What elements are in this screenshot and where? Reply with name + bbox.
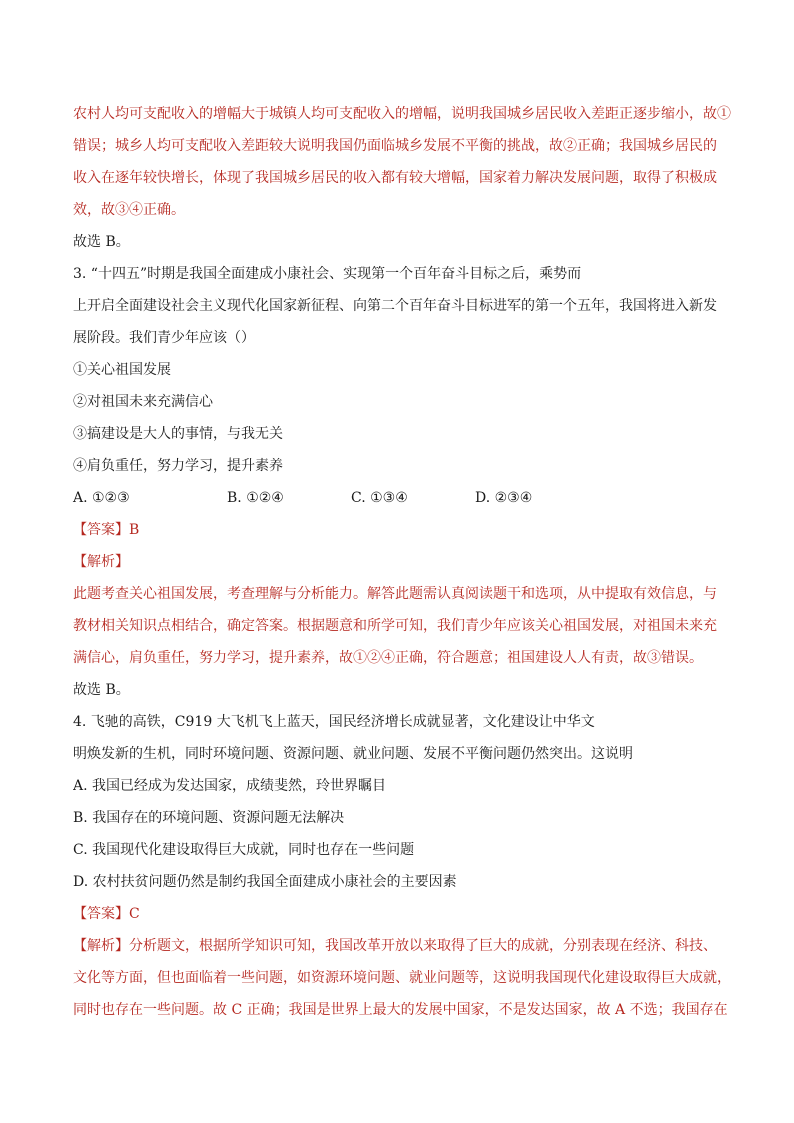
q3-stem-line-2: 上开启全面建设社会主义现代化国家新征程、向第二个百年奋斗目标进军的第一个五年，我国将进入新发 — [73, 298, 717, 314]
q3-option-b: B. ①②④ — [227, 490, 284, 506]
intro-line-1: 农村人均可支配收入的增幅大于城镇人均可支配收入的增幅，说明我国城乡居民收入差距正逐步缩小，故① — [73, 106, 731, 122]
q3-item-2: ②对祖国未来充满信心 — [73, 394, 213, 410]
q3-answer-value: B — [129, 522, 140, 538]
q4-analysis-line-1 — [73, 930, 733, 962]
q4-analysis-label: 【解析】 — [73, 938, 129, 954]
q3-item-1: ①关心祖国发展 — [73, 362, 171, 378]
q4-stem-line-1: 4. 飞驰的高铁，C919 大飞机飞上蓝天，国民经济增长成就显著，文化建设让中华文 — [73, 714, 595, 730]
document-page — [73, 98, 733, 1026]
intro-conclusion: 故选 B。 — [73, 234, 130, 250]
q4-stem-line-2: 明焕发新的生机，同时环境问题、资源问题、就业问题、发展不平衡问题仍然突出。这说明 — [73, 746, 633, 762]
q3-analysis-line-1: 此题考查关心祖国发展，考查理解与分析能力。解答此题需认真阅读题干和选项，从中提取有效信息，与 — [73, 586, 717, 602]
q3-analysis-label: 【解析】 — [73, 554, 129, 570]
q3-analysis-line-3: 满信心，肩负重任，努力学习，提升素养，故①②④正确，符合题意；祖国建设人人有责，故③错误。 — [73, 650, 703, 666]
q4-option-b: B. 我国存在的环境问题、资源问题无法解决 — [73, 810, 345, 826]
intro-line-2: 错误；城乡人均可支配收入差距较大说明我国仍面临城乡发展不平衡的挑战，故②正确；我国城乡居民的 — [73, 138, 717, 154]
q3-analysis-heading — [73, 546, 733, 578]
q3-option-a: A. ①②③ — [73, 490, 130, 506]
q3-option-c: C. ①③④ — [351, 490, 408, 506]
q3-stem-line-1: 3. “十四五”时期是我国全面建成小康社会、实现第一个百年奋斗目标之后，乘势而 — [73, 266, 582, 282]
q3-option-d: D. ②③④ — [475, 490, 533, 506]
intro-line-4: 效，故③④正确。 — [73, 202, 185, 218]
q4-option-a: A. 我国已经成为发达国家，成绩斐然，玲世界瞩目 — [73, 778, 387, 794]
q4-answer — [73, 898, 733, 930]
q3-analysis-line-2: 教材相关知识点相结合，确定答案。根据题意和所学可知，我们青少年应该关心祖国发展，对祖国未来充 — [73, 618, 717, 634]
q3-item-4: ④肩负重任，努力学习，提升素养 — [73, 458, 283, 474]
q4-analysis-line-3: 同时也存在一些问题。故 C 正确；我国是世界上最大的发展中国家，不是发达国家，故 A 不选；我国存在 — [73, 1002, 728, 1018]
q4-answer-value: C — [129, 906, 140, 922]
q4-option-c: C. 我国现代化建设取得巨大成就，同时也存在一些问题 — [73, 842, 415, 858]
q3-options — [73, 482, 733, 514]
q3-stem-line-3: 展阶段。我们青少年应该（） — [73, 330, 255, 346]
q4-answer-label: 【答案】 — [73, 906, 129, 922]
q3-answer-label: 【答案】 — [73, 522, 129, 538]
q4-option-d: D. 农村扶贫问题仍然是制约我国全面建成小康社会的主要因素 — [73, 874, 457, 890]
q3-answer — [73, 514, 733, 546]
intro-line-3: 收入在逐年较快增长，体现了我国城乡居民的收入都有较大增幅，国家着力解决发展问题，取得了积极成 — [73, 170, 717, 186]
q4-analysis-text-1: 分析题文，根据所学知识可知，我国改革开放以来取得了巨大的成就，分别表现在经济、科技、 — [129, 938, 717, 954]
q3-item-3: ③搞建设是大人的事情，与我无关 — [73, 426, 283, 442]
q3-conclusion: 故选 B。 — [73, 682, 130, 698]
q4-analysis-line-2: 文化等方面，但也面临着一些问题，如资源环境问题、就业问题等，这说明我国现代化建设取得巨大成就， — [73, 970, 731, 986]
